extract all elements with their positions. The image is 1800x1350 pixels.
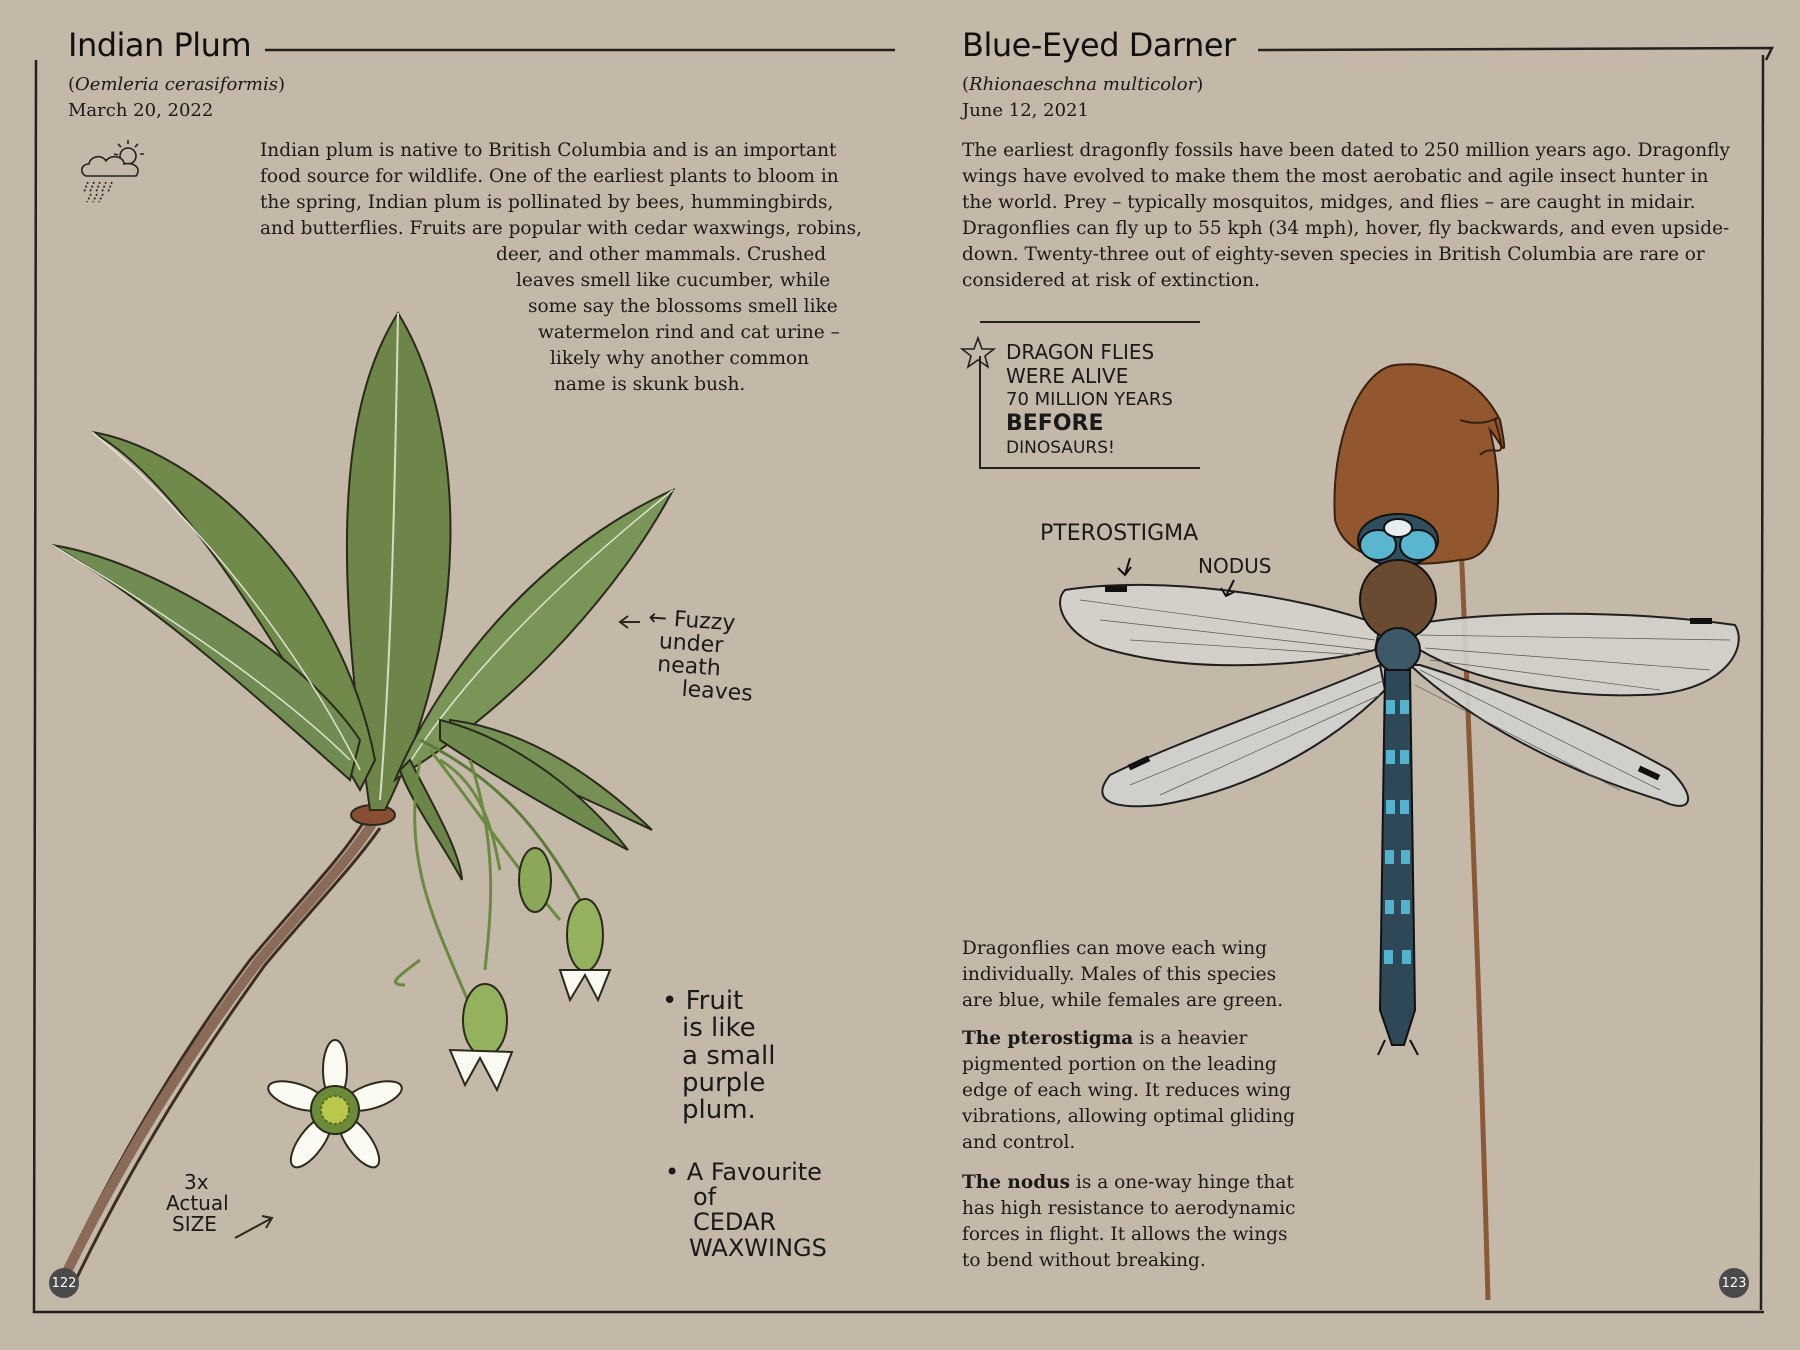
right-date: June 12, 2021: [962, 100, 1089, 121]
pterostigma-label: PTEROSTIGMA: [1040, 521, 1199, 546]
note-line: DINOSAURS!: [1006, 438, 1115, 458]
text-line: deer, and other mammals. Crushed: [496, 244, 827, 265]
paragraph-text: is a one-way hinge that has high resistance to aerodynamic forces in flight. It allows the wings to bend without breaking.: [962, 1172, 1296, 1271]
nodus-paragraph: [962, 1170, 1302, 1274]
text-line: watermelon rind and cat urine –: [538, 322, 840, 343]
text-line: the spring, Indian plum is pollinated by bees, hummingbirds,: [260, 192, 834, 213]
left-scientific-name: (Oemleria cerasiformis): [68, 74, 285, 95]
note-line: purple: [682, 1067, 766, 1098]
favourite-note: [665, 1160, 827, 1261]
note-line: BEFORE: [1006, 411, 1104, 436]
text-line: considered at risk of extinction.: [962, 270, 1260, 291]
bold-term: The pterostigma: [962, 1028, 1134, 1049]
text-line: wings have evolved to make them the most aerobatic and agile insect hunter in: [962, 166, 1709, 187]
right-body-text: [962, 138, 1730, 294]
dragonfly-illustration: [1020, 340, 1780, 1300]
left-page-title: Indian Plum: [68, 26, 252, 64]
bold-term: The nodus: [962, 1172, 1071, 1193]
text-line: The earliest dragonfly fossils have been dated to 250 million years ago. Dragonfly: [962, 140, 1730, 161]
paragraph-text: is a heavier pigmented portion on the leading edge of each wing. It reduces wing vibrations, allowing optimal gliding and control.: [962, 1028, 1296, 1153]
text-line: and butterflies. Fruits are popular with cedar waxwings, robins,: [260, 218, 862, 239]
note-line: plum.: [682, 1095, 756, 1126]
note-line: 70 MILLION YEARS: [1006, 389, 1173, 410]
note-line: neath: [656, 652, 722, 682]
note-line: WAXWINGS: [689, 1233, 827, 1262]
indian-plum-illustration: [30, 300, 750, 1310]
size-note: [166, 1172, 229, 1235]
text-line: some say the blossoms smell like: [528, 296, 838, 317]
note-line: ← Fuzzy: [647, 605, 737, 637]
wing-paragraph: Dragonflies can move each wing individually. Males of this species are blue, while females are green.: [962, 938, 1284, 1011]
note-line: • Fruit: [662, 986, 744, 1016]
text-line: Indian plum is native to British Columbia and is an important: [260, 140, 837, 161]
page-number-right: 123: [1719, 1268, 1749, 1298]
fruit-note: [662, 988, 775, 1124]
note-line: a small: [682, 1040, 776, 1071]
note-line: • A Favourite: [665, 1158, 822, 1186]
right-scientific-name: (Rhionaeschna multicolor): [962, 74, 1204, 95]
text-line: name is skunk bush.: [554, 374, 746, 395]
text-line: down. Twenty-three out of eighty-seven species in British Columbia are rare or: [962, 244, 1705, 265]
left-date: March 20, 2022: [68, 100, 214, 121]
text-line: leaves smell like cucumber, while: [516, 270, 831, 291]
note-line: SIZE: [172, 1212, 217, 1236]
note-line: is like: [682, 1013, 756, 1044]
note-line: Actual: [166, 1191, 229, 1215]
note-line: DRAGON FLIES: [1006, 340, 1155, 364]
text-line: likely why another common: [550, 348, 810, 369]
note-line: 3x: [184, 1170, 209, 1194]
sun-cloud-rain-icon: [74, 134, 174, 224]
note-line: leaves: [680, 677, 754, 707]
nodus-label: NODUS: [1198, 554, 1272, 578]
text-line: food source for wildlife. One of the earliest plants to bloom in: [260, 166, 839, 187]
text-line: the world. Prey – typically mosquitos, midges, and flies – are caught in midair.: [962, 192, 1696, 213]
text-line: Dragonflies can fly up to 55 kph (34 mph), hover, fly backwards, and even upside-: [962, 218, 1730, 239]
page-number-left: 122: [49, 1268, 79, 1298]
note-line: of: [693, 1183, 717, 1212]
note-line: under: [658, 629, 725, 659]
note-line: CEDAR: [693, 1208, 777, 1237]
pterostigma-paragraph: [962, 1026, 1302, 1156]
right-page-title: Blue-Eyed Darner: [962, 26, 1236, 64]
note-line: WERE ALIVE: [1006, 364, 1129, 388]
fuzzy-note: [643, 606, 758, 706]
